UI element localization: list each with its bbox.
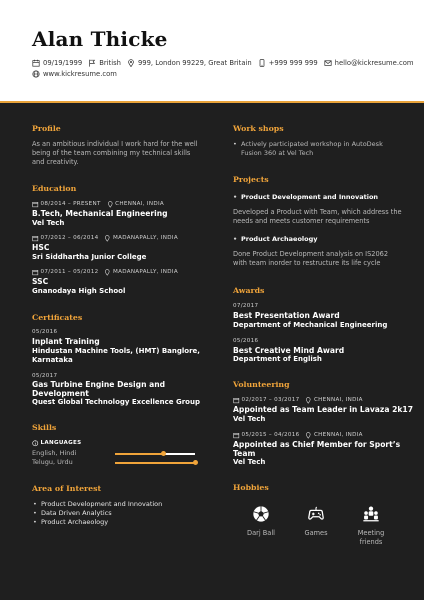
skill-bar-fill [115,462,195,464]
location-pin-icon [104,269,111,276]
location-pin-icon [305,432,312,439]
education-degree: HSC [32,243,50,252]
education-degree: SSC [32,277,49,286]
hobby-label: Darj Ball [247,529,275,537]
volunteering-org: Vel Tech [233,415,266,423]
award-name: Best Creative Mind Award [233,346,345,355]
envelope-icon [324,59,332,67]
skill-bar-knob [161,451,166,456]
education-title: Education [32,184,77,193]
certificate-name: Gas Turbine Engine Design and Development [32,380,166,399]
certificate-org: Quest Global Technology Excellence Group [32,398,200,406]
info-circle-icon [32,440,39,447]
location-pin-icon [127,59,135,67]
skill-bar-fill [115,453,163,455]
profile-text: As an ambitious individual I work hard for the well being of the team combining my technical skills and creativity. [32,140,198,166]
education-degree: B.Tech, Mechanical Engineering [32,209,168,218]
email-item[interactable] [324,59,414,67]
education-item-date-location [32,235,178,242]
nationality-item [88,59,121,67]
calendar-icon [32,269,39,276]
education-location: MADANAPALLY, INDIA [112,269,178,276]
skills-title: Skills [32,423,57,432]
volunteering-date-location [233,432,363,439]
skill-label: Telugu, Urdu [32,458,73,466]
volunteering-location: CHENNAI, INDIA [313,432,363,439]
website[interactable]: www.kickresume.com [43,70,117,78]
birthdate: 09/19/1999 [43,59,83,67]
award-date: 07/2017 [233,303,259,309]
globe-icon [32,70,40,78]
education-location: MADANAPALLY, INDIA [112,235,178,242]
volunteering-date: 02/2017 – 03/2017 [241,397,300,404]
education-school: Sri Siddhartha Junior College [32,253,147,261]
education-location: CHENNAI, INDIA [115,201,165,208]
resume-header [0,0,424,101]
education-date: 07/2011 – 05/2012 [40,269,99,276]
interest-item: • Data Driven Analytics [41,509,112,518]
volunteering-location: CHENNAI, INDIA [313,397,363,404]
certificate-org: Hindustan Machine Tools, (HMT) Banglore, Karnataka [32,347,200,364]
hobby-item [351,505,391,546]
email[interactable]: hello@kickresume.com [334,59,414,67]
candidate-name: Alan Thicke [32,27,168,51]
project-text: Developed a Product with Team, which address the needs and meets customer requirements [233,208,402,225]
soccer-ball-icon [252,505,270,523]
hobby-item [296,505,336,538]
volunteering-role: Appointed as Chief Member for Sport’s Team [233,440,401,459]
education-item-date-location [32,201,164,208]
skill-bar [115,462,195,464]
certificate-date: 05/2016 [32,329,58,335]
interest-item: • Product Development and Innovation [41,500,162,509]
hobbies-title: Hobbies [233,483,269,492]
languages-heading [32,440,82,447]
award-org: Department of English [233,355,322,363]
volunteering-role: Appointed as Team Leader in Lavaza 2k17 [233,405,413,414]
hobby-label: Meeting friends [357,529,385,546]
nationality: British [99,59,121,67]
volunteering-date: 05/2015 – 04/2016 [241,432,300,439]
birthdate-item [32,59,82,67]
certificate-date: 05/2017 [32,373,58,379]
gamepad-icon [307,505,325,523]
project-text: Done Product Development analysis on IS2062 with team inorder to restructure its life cycle [233,250,389,267]
calendar-icon [32,235,39,242]
calendar-icon [233,397,240,404]
phone: +999 999 999 [268,59,318,67]
hobby-item [241,505,281,538]
skill-bar-knob [193,460,198,465]
calendar-icon [32,201,39,208]
phone-icon [258,59,266,67]
phone-item [258,59,318,67]
flag-icon [88,59,96,67]
education-school: Vel Tech [32,219,65,227]
interest-item: • Product Archaeology [41,518,108,527]
interests-title: Area of Interest [32,484,102,493]
award-date: 05/2016 [233,338,259,344]
certificate-name: Inplant Training [32,337,100,346]
workshops-title: Work shops [233,124,284,133]
education-date: 07/2012 – 06/2014 [40,235,99,242]
skill-bar [115,453,195,455]
location-pin-icon [305,397,312,404]
profile-title: Profile [32,124,61,133]
skill-label: English, Hindi [32,449,77,457]
hobby-label: Games [304,529,328,537]
people-icon [362,505,380,523]
certificates-title: Certificates [32,313,83,322]
project-name: • Product Archaeology [241,235,318,244]
award-name: Best Presentation Award [233,311,340,320]
contact-line-2 [32,70,123,78]
workshop-item: • Actively participated workshop in AutoDesk Fusion 360 at Vel Tech [241,140,401,158]
education-school: Gnanodaya High School [32,287,126,295]
calendar-icon [32,59,40,67]
calendar-icon [233,432,240,439]
project-name: • Product Development and Innovation [241,193,378,202]
volunteering-org: Vel Tech [233,458,266,466]
volunteering-title: Volunteering [233,380,290,389]
resume-body [0,103,424,600]
volunteering-date-location [233,397,363,404]
projects-title: Projects [233,175,269,184]
award-org: Department of Mechanical Engineering [233,321,388,329]
website-item[interactable] [32,70,117,78]
awards-title: Awards [233,286,265,295]
address-item [127,59,252,67]
education-item-date-location [32,269,178,276]
location-pin-icon [104,235,111,242]
address: 999, London 99229, Great Britain [137,59,252,67]
education-date: 08/2014 – PRESENT [40,201,101,208]
languages-label: LANGUAGES [40,440,82,447]
contact-line-1 [32,59,420,67]
location-pin-icon [107,201,114,208]
